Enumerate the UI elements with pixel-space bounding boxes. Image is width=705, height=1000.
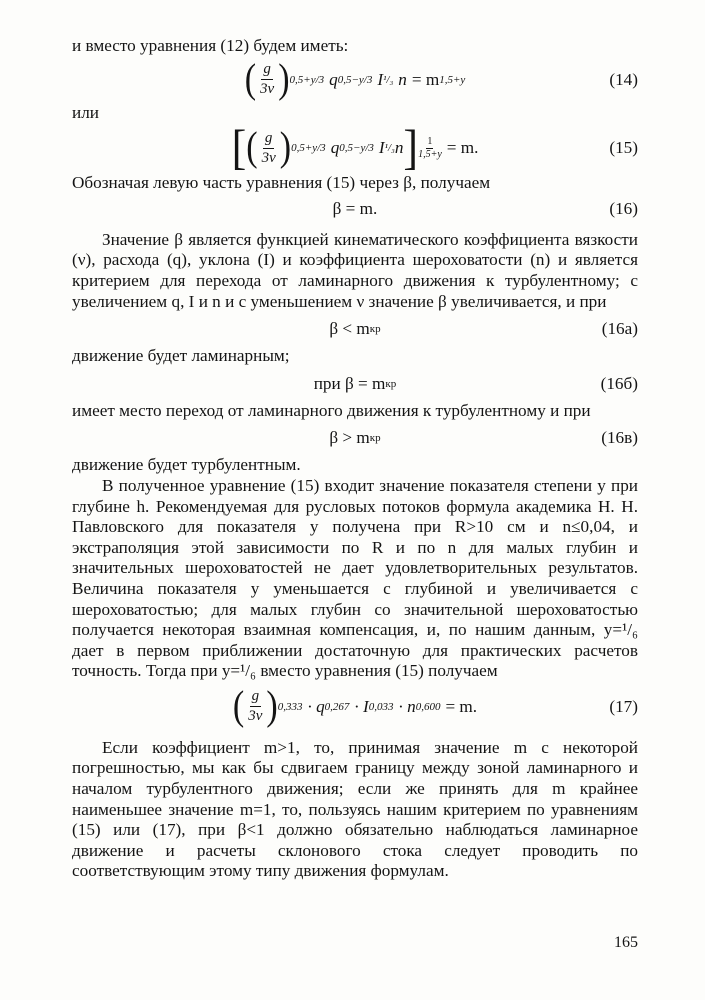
outer-exponent: 1 1,5+y (418, 135, 442, 160)
word-ili: или (72, 102, 99, 122)
equation-15: [ ( $\frac{g}{3\nu}$ ) 0,5+y/3 q 0,5−y/3 I ¹/₃ n ] 1 1,5+y = m. (15) (231, 120, 638, 175)
equation-16a: β < m кр (16а) (329, 319, 638, 339)
page-number: 165 (614, 934, 638, 951)
paragraph-5: имеет место переход от ламинарного движения к турбулентному и при (72, 400, 591, 420)
equation-number: (16б) (600, 373, 638, 393)
equation-16: β = m. (16) (332, 198, 638, 218)
fraction-g-3nu: $\frac{g}{3\nu}$ (248, 688, 263, 725)
fraction-g-3nu: $\frac{g}{3\nu}$ (261, 129, 276, 166)
paragraph-8: Если коэффициент m>1, то, принимая значение m с некоторой погрешностью, мы как бы сдвигаем границу между зоной ламинарного и началом турбулентного движения; если же принять для m крайнее наименьшее значение m=1, то, пользуясь нашим критерием по уравнениям (15) или (17), при β<1 должно обязательно наблюдаться ламинарное движение и расчеты склонового стока следует проводить по соответствующим этому типу движения формулам. (72, 737, 638, 881)
equation-number: (14) (609, 69, 638, 89)
paragraph-3: Значение β является функцией кинематического коэффициента вязкости (ν), расхода (q), уклона (I) и коэффициента шероховатости (n) и является критерием для перехода от ламинарного движения к турбулентному; с увеличением q, I и n и с уменьшением ν значение β увеличивается, и при (72, 229, 638, 311)
paragraph-7: В полученное уравнение (15) входит значение показателя степени y при глубине h. Рекомендуемая для русловых потоков формула академика Н. Н. Павловского для показателя y получена при R>10 см и n≤0,04, и экстраполяция этой зависимости по R и по n для малых глубин и значительных шероховатостей не дает удовлетворительных результатов. Величина показателя y уменьшается с глубиной и увеличивается с шероховатостью; для малых глубин со значительной шероховатостью получается некоторая взаимная компенсация, и, по нашим данным, y=¹/₆ дает в первом приближении достаточную для практических расчетов точность. Тогда при y=¹/₆ вместо уравнения (15) получаем (72, 475, 638, 681)
equation-number: (16в) (601, 428, 638, 448)
equation-16v: β > m кр (16в) (329, 428, 638, 448)
fraction-g-3nu: $\frac{g}{3\nu}$ (260, 61, 275, 98)
equation-14: ( $\frac{g}{3\nu}$ ) 0,5+y/3 q 0,5−y/3 I ¹/₃ n = m 1,5+y (14) (244, 56, 638, 102)
equation-number: (17) (609, 696, 638, 716)
equation-number: (16а) (601, 319, 638, 339)
equation-17: ( $\frac{g}{3\nu}$ ) 0,333 · q 0,267 · I 0,033 · n 0,600 = m. (17) (232, 684, 638, 729)
page-body (72, 36, 638, 882)
equation-number: (16) (609, 198, 638, 218)
equation-number: (15) (609, 138, 638, 158)
paragraph-1: и вместо уравнения (12) будем иметь: (72, 36, 349, 55)
paragraph-4: движение будет ламинарным; (72, 346, 290, 366)
paragraph-6: движение будет турбулентным. (72, 455, 301, 475)
equation-16b: при β = m кр (16б) (313, 373, 638, 393)
paragraph-2: Обозначая левую часть уравнения (15) через β, получаем (72, 173, 491, 193)
